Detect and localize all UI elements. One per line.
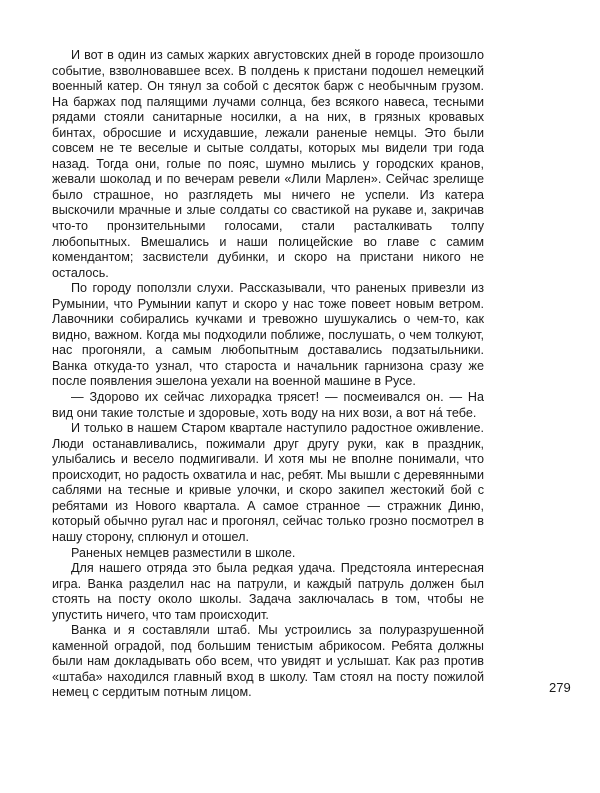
- paragraph-6: Для нашего отряда это была редкая удача. Предстояла интересная игра. Ванка разделил нас на патрули, и каждый патруль должен был стоять на посту около школы. Задача заключалась в том, чтобы не упустить ничего, что там происходит.: [52, 561, 484, 622]
- paragraph-2: По городу поползли слухи. Рассказывали, что раненых привезли из Румынии, что Румынии капут и скоро у нас тоже повеет новым ветром. Лавочники собирались кучками и тревожно шушукались о чем-то, как видно, важном. Когда мы подходили поближе, послушать, о чем толкуют, нас прогоняли, а самым любопытным доставались подзатыльники. Ванка откуда-то узнал, что староста и начальник гарнизона сразу же после появления эшелона уехали на военной машине в Русе.: [52, 281, 484, 389]
- paragraph-4: И только в нашем Старом квартале наступило радостное оживление. Люди останавливались, пожимали друг другу руки, как в праздник, улыбались и весело подмигивали. И хотя мы не вполне понимали, что происходит, но радость охватила и нас, ребят. Мы вышли с деревянными саблями на тесные и кривые улочки, и скоро закипел жестокий бой с ребятами из Нового квартала. А самое странное — стражник Диню, который обычно ругал нас и прогонял, сейчас только грозно посмотрел в нашу сторону, сплюнул и отошел.: [52, 421, 484, 544]
- paragraph-5: Раненых немцев разместили в школе.: [71, 545, 296, 560]
- paragraph-1: И вот в один из самых жарких августовских дней в городе произошло событие, взволновавшее всех. В полдень к пристани подошел немецкий военный катер. Он тянул за собой с десяток барж с необычным грузом. На баржах под палящими лучами солнца, без всякого навеса, тесными рядами стояли санитарные носилки, а на них, в грязных кровавых бинтах, обросшие и исхудавшие, лежали раненые немцы. Это были совсем не те веселые и сытые солдаты, которых мы видели три года назад. Тогда они, голые по пояс, шумно мылись у городских кранов, жевали шоколад и по вечерам ревели «Лили Марлен». Сейчас зрелище было страшное, но разглядеть мы ничего не успели. Из катера выскочили мрачные и злые солдаты со свастикой на рукаве и, закричав что-то пронзительными голосами, стали расталкивать толпу любопытных. Вмешались и наши полицейские во главе с самим комендантом; засвистели дубинки, и скоро на пристани никого не осталось.: [52, 48, 484, 280]
- page-number: 279: [549, 680, 571, 695]
- paragraph-3: — Здорово их сейчас лихорадка трясет! — посмеивался он. — На вид они такие толстые и здоровые, хоть воду на них вози, а вот на́ тебе.: [52, 390, 484, 420]
- page-text: [52, 48, 484, 701]
- paragraph-7: Ванка и я составляли штаб. Мы устроились за полуразрушенной каменной оградой, под большим тенистым абрикосом. Ребята должны были нам докладывать обо всем, что увидят и услышат. Как раз против «штаба» находился главный вход в школу. Там стоял на посту пожилой немец с сердитым потным лицом.: [52, 623, 484, 700]
